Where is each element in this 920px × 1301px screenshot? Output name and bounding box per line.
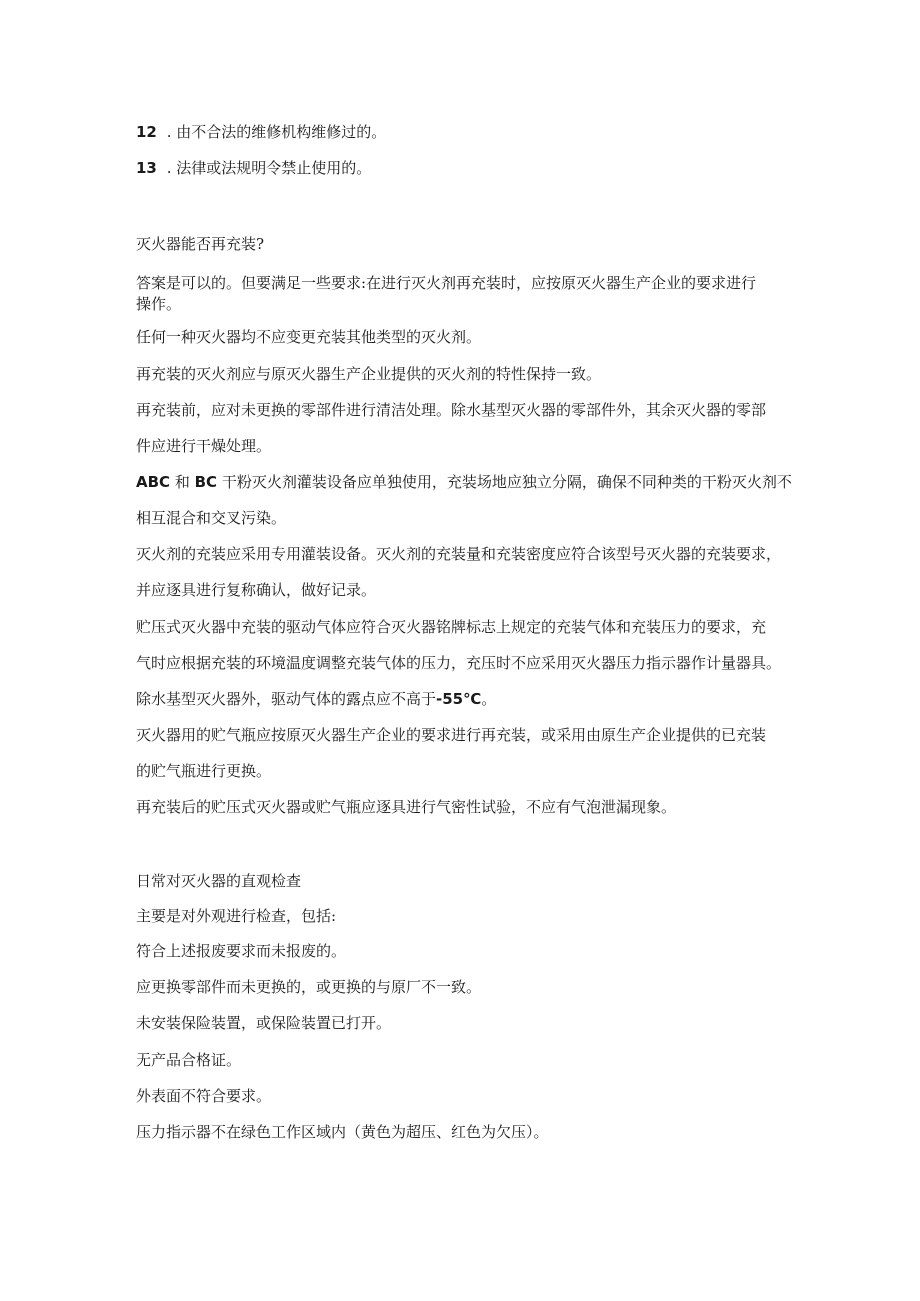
abc-label: ABC [136, 473, 171, 491]
bc-label: BC [194, 473, 218, 491]
paragraph: 再充装后的贮压式灭火器或贮气瓶应逐具进行气密性试验，不应有气泡泄漏现象。 [136, 798, 677, 816]
paragraph: 再充装的灭火剂应与原灭火器生产企业提供的灭火剂的特性保持一致。 [136, 365, 602, 383]
inspection-intro: 主要是对外观进行检查，包括: [136, 907, 337, 925]
paragraph: 任何一种灭火器均不应变更充装其他类型的灭火剂。 [136, 328, 482, 346]
list-number: 12 [136, 123, 157, 141]
paragraph-line: 再充装前，应对未更换的零部件进行清洁处理。除水基型灭火器的零部件外，其余灭火器的零部 [136, 401, 767, 419]
list-number: 13 [136, 159, 157, 177]
paragraph-text: 除水基型灭火器外，驱动气体的露点应不高于 [136, 690, 437, 708]
paragraph-line: 气时应根据充装的环境温度调整充装气体的压力，充压时不应采用灭火器压力指示器作计量器具。 [136, 654, 782, 672]
list-text: . 法律或法规明令禁止使用的。 [162, 159, 372, 177]
section-title-inspection: 日常对灭火器的直观检查 [136, 872, 302, 890]
list-text: . 由不合法的维修机构维修过的。 [162, 123, 387, 141]
conjunction: 和 [170, 473, 195, 491]
inspection-item: 符合上述报废要求而未报废的。 [136, 942, 347, 960]
inspection-item: 压力指示器不在绿色工作区域内（黄色为超压、红色为欠压）。 [136, 1123, 549, 1141]
section-title-recharge: 灭火器能否再充装? [136, 235, 265, 253]
paragraph-line: 件应进行干燥处理。 [136, 437, 272, 455]
paragraph-line: 并应逐具进行复称确认，做好记录。 [136, 581, 377, 599]
paragraph-line [136, 689, 496, 709]
paragraph-line: 相互混合和交叉污染。 [136, 509, 287, 527]
paragraph-end: 。 [481, 690, 497, 708]
paragraph-line: 的贮气瓶进行更换。 [136, 762, 272, 780]
inspection-item: 无产品合格证。 [136, 1051, 242, 1069]
inspection-item: 未安装保险装置，或保险装置已打开。 [136, 1014, 392, 1032]
list-item [136, 122, 386, 142]
paragraph-line: 灭火器用的贮气瓶应按原灭火器生产企业的要求进行再充装，或采用由原生产企业提供的已充装 [136, 726, 767, 744]
paragraph-line [136, 472, 792, 492]
answer-line-2: 操作。 [136, 295, 182, 313]
list-item [136, 158, 371, 178]
inspection-item: 应更换零部件而未更换的，或更换的与原厂不一致。 [136, 978, 482, 996]
inspection-item: 外表面不符合要求。 [136, 1087, 272, 1105]
paragraph-line: 贮压式灭火器中充装的驱动气体应符合灭火器铭牌标志上规定的充装气体和充装压力的要求，充 [136, 618, 767, 636]
paragraph-text: 干粉灭火剂灌装设备应单独使用，充装场地应独立分隔，确保不同种类的干粉灭火剂不 [217, 473, 792, 491]
dew-point-value: -55℃ [436, 690, 482, 708]
paragraph-line: 灭火剂的充装应采用专用灌装设备。灭火剂的充装量和充装密度应符合该型号灭火器的充装要求， [136, 545, 782, 563]
answer-line-1: 答案是可以的。但要满足一些要求:在进行灭火剂再充装时，应按原灭火器生产企业的要求进行 [136, 274, 757, 292]
